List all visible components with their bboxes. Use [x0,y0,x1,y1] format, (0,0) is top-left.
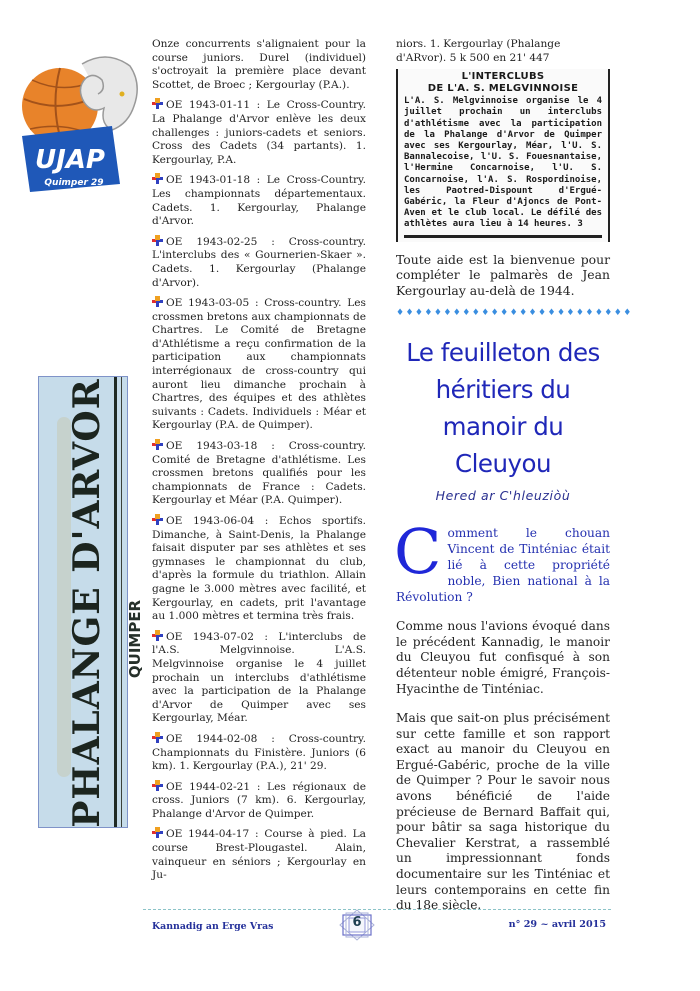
body-paragraph: Mais que sait-on plus précisément sur cette famille et son rapport exact au manoir du Cleuyou en Ergué-Gabéric, proche de la ville de Quimper ? Pour le savoir nous avons bénéficié de l'aide précieuse de Bernard Baffait qui, pour bâtir sa saga historique du Chevalier Kerstrat, a rassemblé un impressionnant fonds documentaire sur les Tinténiac et leurs contemporains en cette fin du 18e siècle. [396,711,610,913]
intro-paragraph: Onze concurrents s'alignaient pour la course juniors. Durel (individuel) s'octroyait la première place devant Scottet, de Broec ; Kergourlay (P.A.). [152,38,366,91]
left-text-column [152,38,366,889]
continuation-text: niors. 1. Kergourlay (Phalange d'ARvor). 5 k 500 en 21' 447 [396,38,561,64]
phalange-darvor-banner-image [38,376,144,828]
feature-subtitle: Hered ar C'hleuziòù [435,488,571,504]
entry-paragraph: OE 1943-01-18 : Le Cross-Country. Les championnats départementaux. Cadets. 1. Kergourlay, Phalange d'Arvor. [152,174,366,228]
help-request-text: Toute aide est la bienvenue pour compléter le palmarès de Jean Kergourlay au-delà de 1944. [396,251,610,298]
banner-title: PHALANGE D'ARVOR [66,378,108,828]
compass-bullet-icon [152,514,163,525]
compass-bullet-icon [152,235,163,246]
entry-paragraph: OE 1943-03-18 : Cross-country. Comité de Bretagne d'athlétisme. Les crossmen bretons qualifiés pour les championnats de France : Cadets. Kergourlay et Méar (P.A. Quimper). [152,440,366,507]
newspaper-clipping [396,69,610,241]
compass-bullet-icon [152,732,163,743]
entry-paragraph: OE 1943-03-05 : Cross-country. Les crossmen bretons aux championnats de Chartres. Le Comité de Bretagne d'Athlétisme a reçu confirmation de la participation aux championnats interrégionaux de cross-country qui auront lieu dimanche prochain à Chartres, des équipes et des athlètes suivants : Cadets. Individuels : Méar et Kergourlay (P.A. de Quimper). [152,297,366,432]
entry-paragraph: OE 1943-01-11 : Le Cross-Country. La Phalange d'Arvor enlève les deux challenges : juniors-cadets et seniors. Cross des Cadets (34 partants). 1. Kergourlay, P.A. [152,99,366,166]
clipping-body: L'A. S. Melgvinnoise organise le 4 juillet prochain un interclubs d'athlétisme avec la participation de la Phalange d'Arvor de Quimper avec ses Kergourlay, Méar, l'U. S. Bannalecoise, l'U. S. Fouesnantaise, l'Hermine Concarnoise, l'U. S. Concarnoise, l'A. S. Rospordinoise, les Paotred-Dispount d'Ergué-Gabéric, la Fleur d'Ajoncs de Pont-Aven et le club local. Le défilé des athlètes aura lieu à 14 heures. 3 [404,96,602,230]
entry-paragraph: OE 1943-07-02 : L'interclubs de l'A.S. Melgvinnoise. L'A.S. Melgvinnoise organise le 4 juillet prochain un interclubs d'athlétisme avec la participation de la Phalange d'Arvor de Quimper avec ses Kergourlay, Méar. [152,630,366,725]
body-paragraph: Comme nous l'avions évoqué dans le précédent Kannadig, le manoir du Cleuyou fut confisqué à son détenteur noble émigré, François-Hyacinthe de Tinténiac. [396,619,610,696]
diamond-separator: ♦♦♦♦♦♦♦♦♦♦♦♦♦♦♦♦♦♦♦♦♦♦♦♦♦ [396,308,633,319]
logo-name: UJAP [35,145,105,175]
compass-bullet-icon [152,630,163,641]
footer-divider [143,909,611,910]
banner-rule [114,377,117,827]
entry-paragraph: OE 1944-02-08 : Cross-country. Championnats du Finistère. Juniors (6 km). 1. Kergourlay (P.A.), 21' 29. [152,732,366,773]
right-text-column [394,38,633,914]
compass-bullet-icon [152,173,163,184]
ujap-logo-graphic [12,44,142,194]
publication-name: Kannadig an Erge Vras [152,921,274,932]
compass-bullet-icon [152,439,163,450]
compass-bullet-icon [152,98,163,109]
ujap-logo [12,44,142,194]
compass-bullet-icon [152,780,163,791]
clipping-title-line1: L'INTERCLUBS [461,71,545,83]
compass-bullet-icon [152,827,163,838]
entry-paragraph: OE 1944-04-17 : Course à pied. La course Brest-Plougastel. Alain, vainqueur en séniors ; Kergourlay en Ju- [152,828,366,882]
logo-subtitle: Quimper 29 [44,178,104,188]
clipping-rule [404,235,602,238]
entry-paragraph: OE 1943-02-25 : Cross-country. L'interclubs des « Gournerien-Skaer ». Cadets. 1. Kergourlay (Phalange d'Arvor). [152,235,366,289]
entry-paragraph: OE 1944-02-21 : Les régionaux de cross. Juniors (7 km). 6. Kergourlay, Phalange d'Arvor de Quimper. [152,780,366,820]
entry-paragraph: OE 1943-06-04 : Echos sportifs. Dimanche, à Saint-Denis, la Phalange faisait disputer par ses athlètes et ses gymnases le championnat du club, d'après la formule du triathlon. Allain gagne le 3.000 mètres avec facilité, et Kergourlay, en cadets, prit l'avantage au 1.000 mètres et termina très frais. [152,515,366,623]
lead-paragraph: Comment le chouan Vincent de Tinténiac était lié à cette propriété noble, Bien national à la Révolution ? [394,515,610,605]
compass-bullet-icon [152,296,163,307]
banner-subtitle: QUIMPER [126,599,144,679]
issue-info: n° 29 ~ avril 2015 [508,919,606,930]
page-number: 6 [352,915,362,930]
banner-rule-thin [121,377,122,827]
clipping-title-line2: DE L'A. S. MELGVINNOISE [427,83,579,95]
feature-title: Le feuilleton des héritiers du manoir du Cleuyou [406,338,600,479]
drop-cap: C [394,515,442,589]
